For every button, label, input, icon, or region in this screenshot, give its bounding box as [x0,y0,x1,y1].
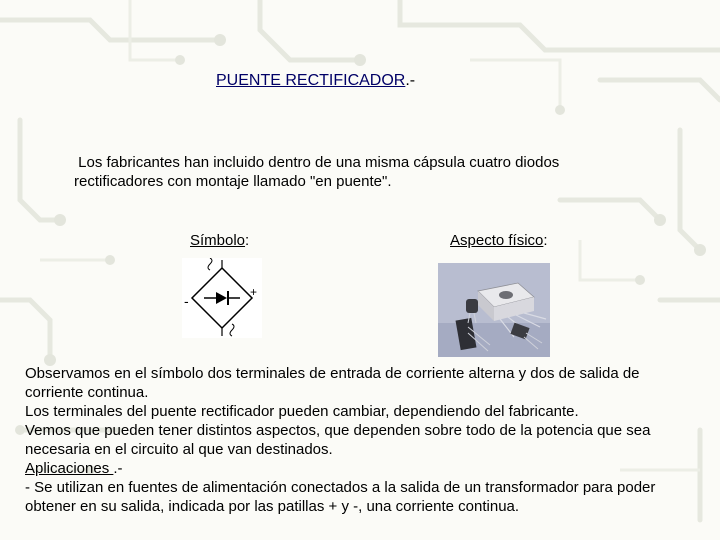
symbol-label-text: Símbolo [190,232,246,249]
title-suffix: .- [405,72,416,89]
intro-line-1: Los fabricantes han incluido dentro de una misma cápsula cuatro diodos [74,154,560,171]
bridge-rectifier-photo [438,263,550,357]
physical-label [450,232,548,249]
applications-heading [25,459,695,478]
bridge-rectifier-symbol [182,258,262,338]
paragraph-2: Los terminales del puente rectificador pueden cambiar, dependiendo del fabricante. [25,403,579,420]
page-title [216,72,415,90]
paragraph-3: Vemos que pueden tener distintos aspectos, que dependen sobre todo de la potencia que sea necesaria en el circuito al que van destinados. [25,422,651,458]
applications-item: - Se utilizan en fuentes de alimentación conectados a la salida de un transformador para poder obtener en su salida, indicada por las patillas + y -, una corriente continua. [25,479,656,515]
intro-text [74,153,674,191]
applications-heading-text: Aplicaciones [25,460,114,477]
symbol-label [190,232,249,249]
paragraph-1: Observamos en el símbolo dos terminales de entrada de corriente alterna y dos de salida de corriente continua. [25,365,640,401]
intro-line-2: rectificadores con montaje llamado "en puente". [74,173,392,190]
title-text: PUENTE RECTIFICADOR [216,72,406,89]
minus-terminal: - [184,293,189,309]
photo-table [438,323,550,357]
physical-label-colon: : [543,232,548,249]
symbol-label-colon: : [245,232,250,249]
physical-label-text: Aspecto físico [450,232,544,249]
applications-heading-suffix: .- [113,460,123,477]
body-text [25,364,695,516]
plus-terminal: + [250,285,258,299]
